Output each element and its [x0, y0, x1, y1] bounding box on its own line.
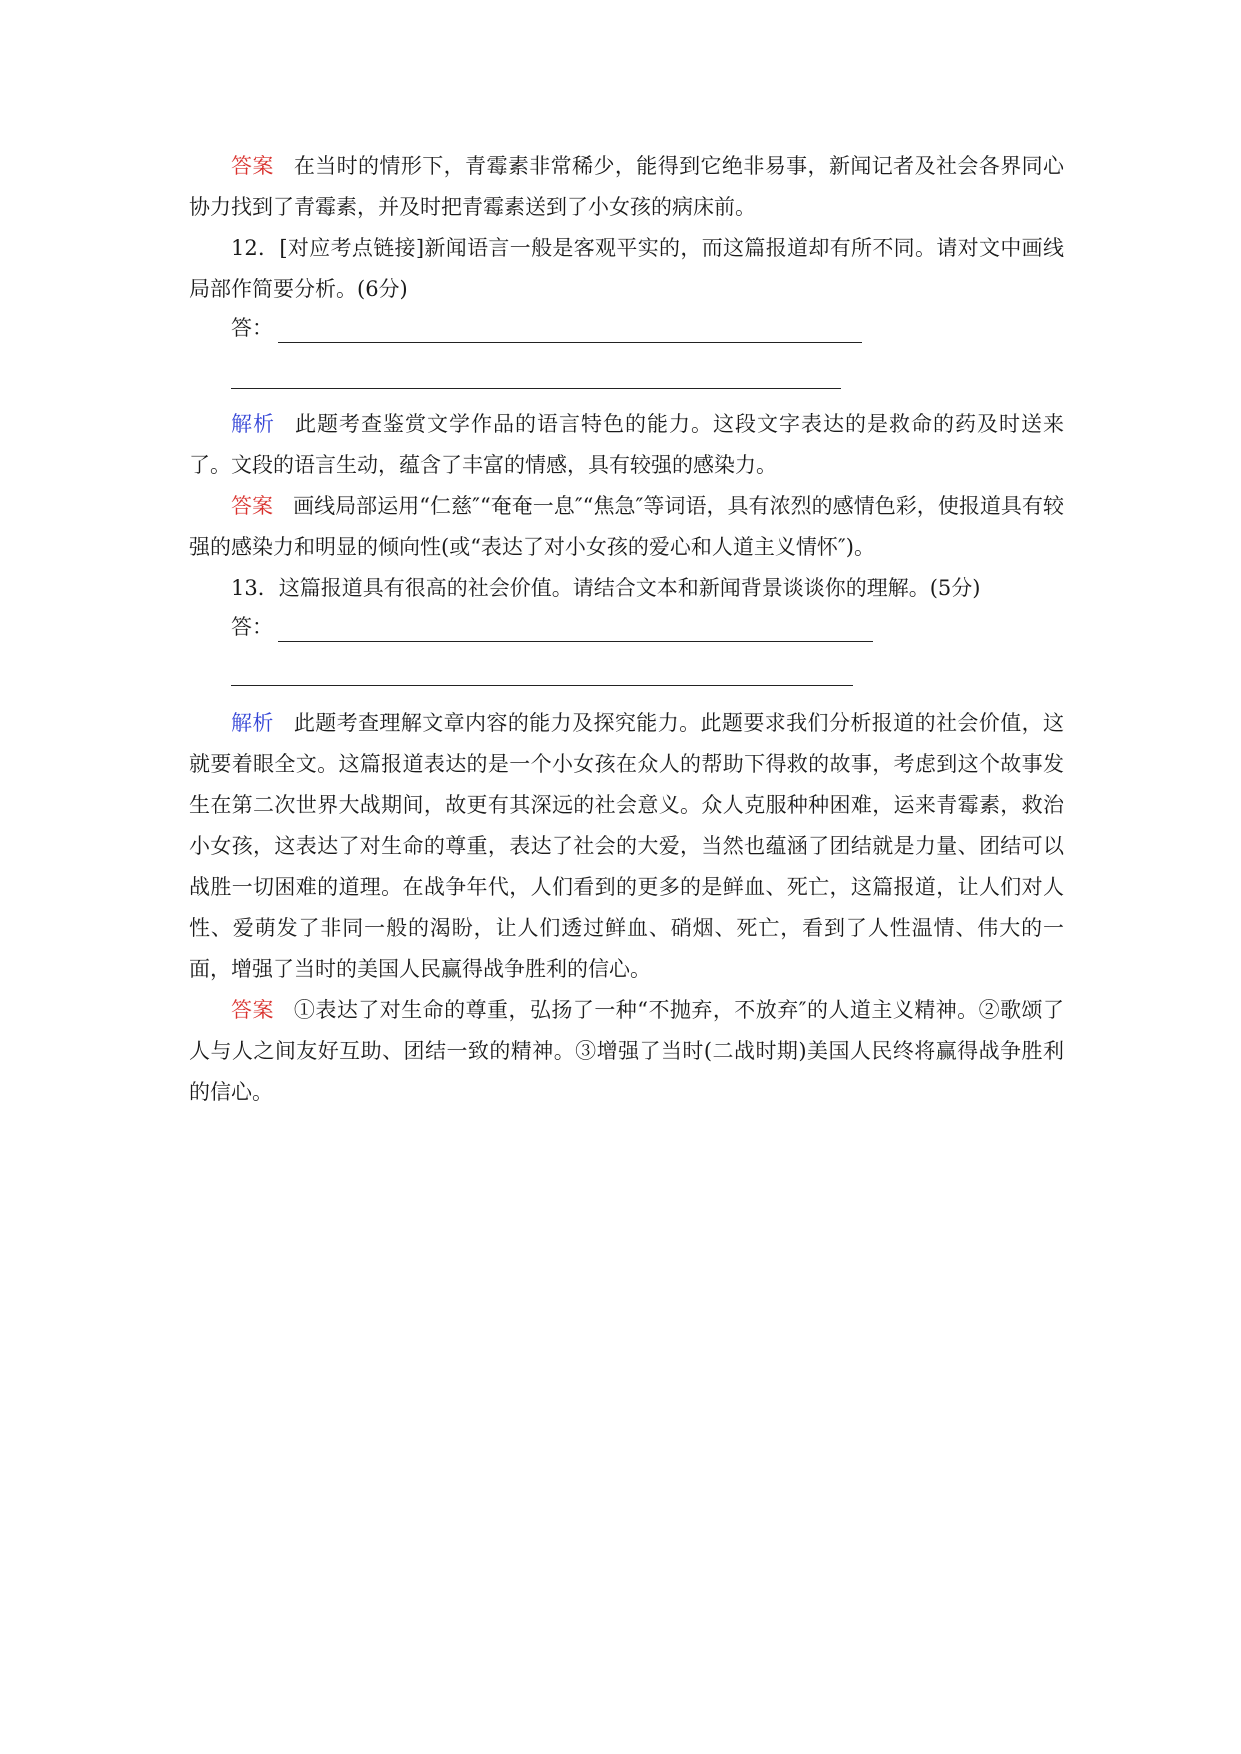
answer-label: 答案 — [231, 494, 274, 518]
answer-text-12: 画线局部运用“仁慈″“奄奄一息″“焦急″等词语，具有浓烈的感情色彩，使报道具有较强的感染力和明显的倾向性(或“表达了对小女孩的爱心和人道主义情怀″)。 — [189, 494, 1065, 559]
answer-rule — [278, 641, 873, 642]
answer-label: 答案 — [231, 154, 274, 178]
analysis-text-12: 此题考查鉴赏文学作品的语言特色的能力。这段文字表达的是救命的药及时送来了。文段的语言生动，蕴含了丰富的情感，具有较强的感染力。 — [189, 412, 1064, 477]
answer-prompt: 答： — [231, 316, 273, 340]
analysis-block-13 — [189, 703, 1064, 990]
analysis-block-12 — [189, 404, 1064, 486]
answer-prompt: 答： — [231, 615, 273, 639]
analysis-text-13: 此题考查理解文章内容的能力及探究能力。此题要求我们分析报道的社会价值，这就要着眼全文。这篇报道表达的是一个小女孩在众人的帮助下得救的故事，考虑到这个故事发生在第二次世界大战期间，故更有其深远的社会意义。众人克服种种困难，运来青霉素，救治小女孩，这表达了对生命的尊重，表达了社会的大爱，当然也蕴涵了团结就是力量、团结可以战胜一切困难的道理。在战争年代，人们看到的更多的是鲜血、死亡，这篇报道，让人们对人性、爱萌发了非同一般的渴盼，让人们透过鲜血、硝烟、死亡，看到了人性温情、伟大的一面，增强了当时的美国人民赢得战争胜利的信心。 — [189, 711, 1064, 981]
answer-field-12 — [189, 308, 1064, 348]
analysis-label: 解析 — [231, 711, 274, 735]
answer-block-13 — [189, 990, 1064, 1113]
answer-rule — [231, 685, 853, 686]
analysis-label: 解析 — [231, 412, 275, 436]
answer-rule — [278, 342, 862, 343]
answer-block-12 — [189, 486, 1064, 568]
question-text-12: 12．[对应考点链接]新闻语言一般是客观平实的，而这篇报道却有所不同。请对文中画线局部作简要分析。(6分) — [189, 236, 1064, 301]
answer-blank-line-12 — [189, 348, 1064, 392]
answer-blank-line-13 — [189, 647, 1064, 691]
answer-block-11 — [189, 146, 1064, 228]
question-text-13: 13．这篇报道具有很高的社会价值。请结合文本和新闻背景谈谈你的理解。(5分) — [231, 576, 981, 600]
question-12 — [189, 228, 1064, 310]
answer-label: 答案 — [231, 998, 274, 1022]
answer-field-13 — [189, 607, 1064, 647]
question-13 — [189, 568, 1064, 609]
answer-rule — [231, 388, 841, 389]
answer-text-13: ①表达了对生命的尊重，弘扬了一种“不抛弃，不放弃″的人道主义精神。②歌颂了人与人之间友好互助、团结一致的精神。③增强了当时(二战时期)美国人民终将赢得战争胜利的信心。 — [189, 998, 1065, 1104]
answer-text-11: 在当时的情形下，青霉素非常稀少，能得到它绝非易事，新闻记者及社会各界同心协力找到了青霉素，并及时把青霉素送到了小女孩的病床前。 — [189, 154, 1064, 219]
document-page — [189, 146, 1064, 1113]
